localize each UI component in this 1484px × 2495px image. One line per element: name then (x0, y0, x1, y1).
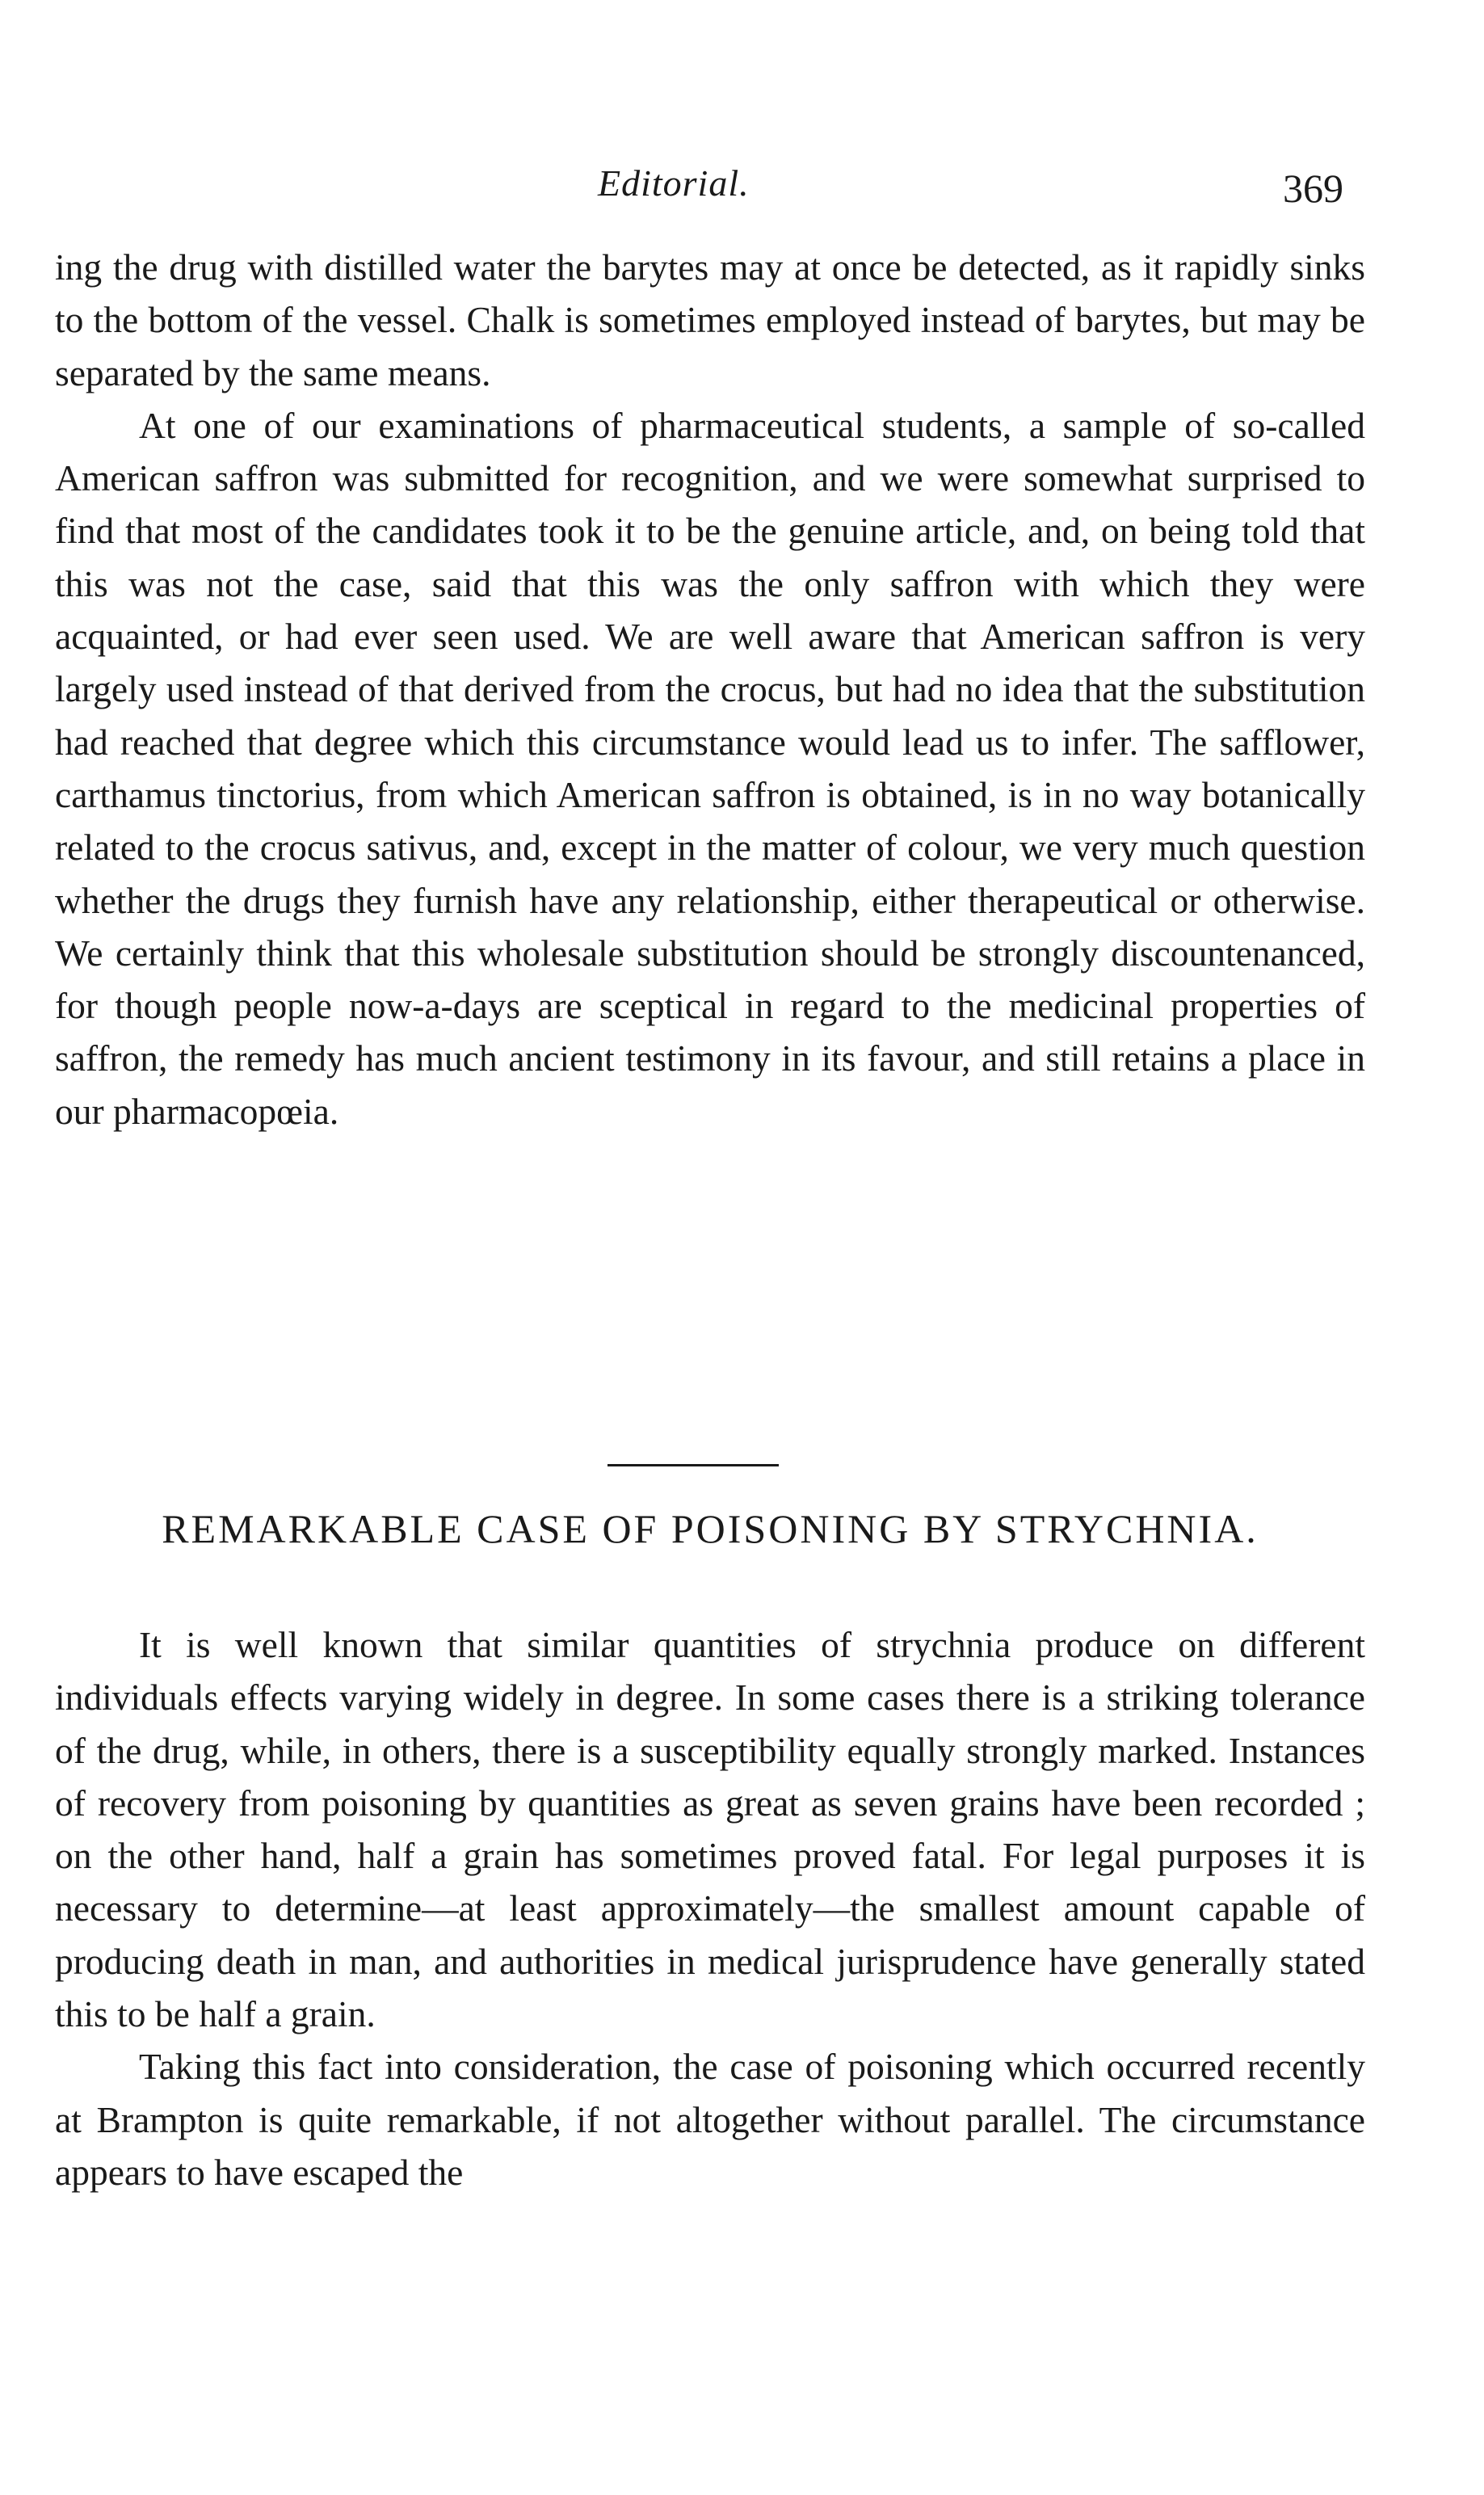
running-title: Editorial. (598, 162, 750, 204)
running-head (0, 162, 1484, 210)
paragraph-continued: ing the drug with distilled water the barytes may at once be detected, as it rapidly sinks to the bottom of the vessel. Chalk is sometimes employed instead of barytes, but may be separated by the same means. (55, 246, 1365, 393)
paragraph-saffron: At one of our examinations of pharmaceutical students, a sample of so-called American saffron was submitted for recognition, and we were somewhat surprised to find that most of the candidates took it to be the genuine article, and, on being told that this was not the case, said that this was the only saffron with which they were acquainted, or had ever seen used. We are well aware that American saffron is very largely used instead of that derived from the crocus, but had no idea that the substitution had reached that degree which this circumstance would lead us to infer. The safflower, carthamus tinctorius, from which American saffron is obtained, is in no way botanically related to the crocus sativus, and, except in the matter of colour, we very much question whether the drugs they furnish have any relationship, either therapeutical or otherwise. We certainly think that this wholesale substitution should be strongly discountenanced, for though people now-a-days are sceptical in regard to the medicinal properties of saffron, the remedy has much ancient testimony in its favour, and still retains a place in our pharmacopœia. (55, 404, 1365, 1132)
paragraph-brampton-case: Taking this fact into consideration, the case of poisoning which occurred recently at Brampton is quite remarkable, if not altogether without parallel. The circumstance appears to have escaped the (55, 2046, 1365, 2193)
strychnia-section (55, 1618, 1365, 2198)
section-heading: REMARKABLE CASE OF POISONING BY STRYCHNIA. (162, 1506, 1259, 1551)
section-divider (607, 1464, 779, 1466)
page-number: 369 (1283, 166, 1343, 211)
continued-section (55, 241, 1365, 1138)
paragraph-strychnia-intro: It is well known that similar quantities of strychnia produce on different individuals effects varying widely in degree. In some cases there is a striking tolerance of the drug, while, in others, there is a susceptibility equally strongly marked. Instances of recovery from poisoning by quantities as great as seven grains have been recorded ; on the other hand, half a grain has sometimes proved fatal. For legal purposes it is necessary to determine—at least approximately—the smallest amount capable of producing death in man, and authorities in medical jurisprudence have generally stated this to be half a grain. (55, 1624, 1365, 2035)
